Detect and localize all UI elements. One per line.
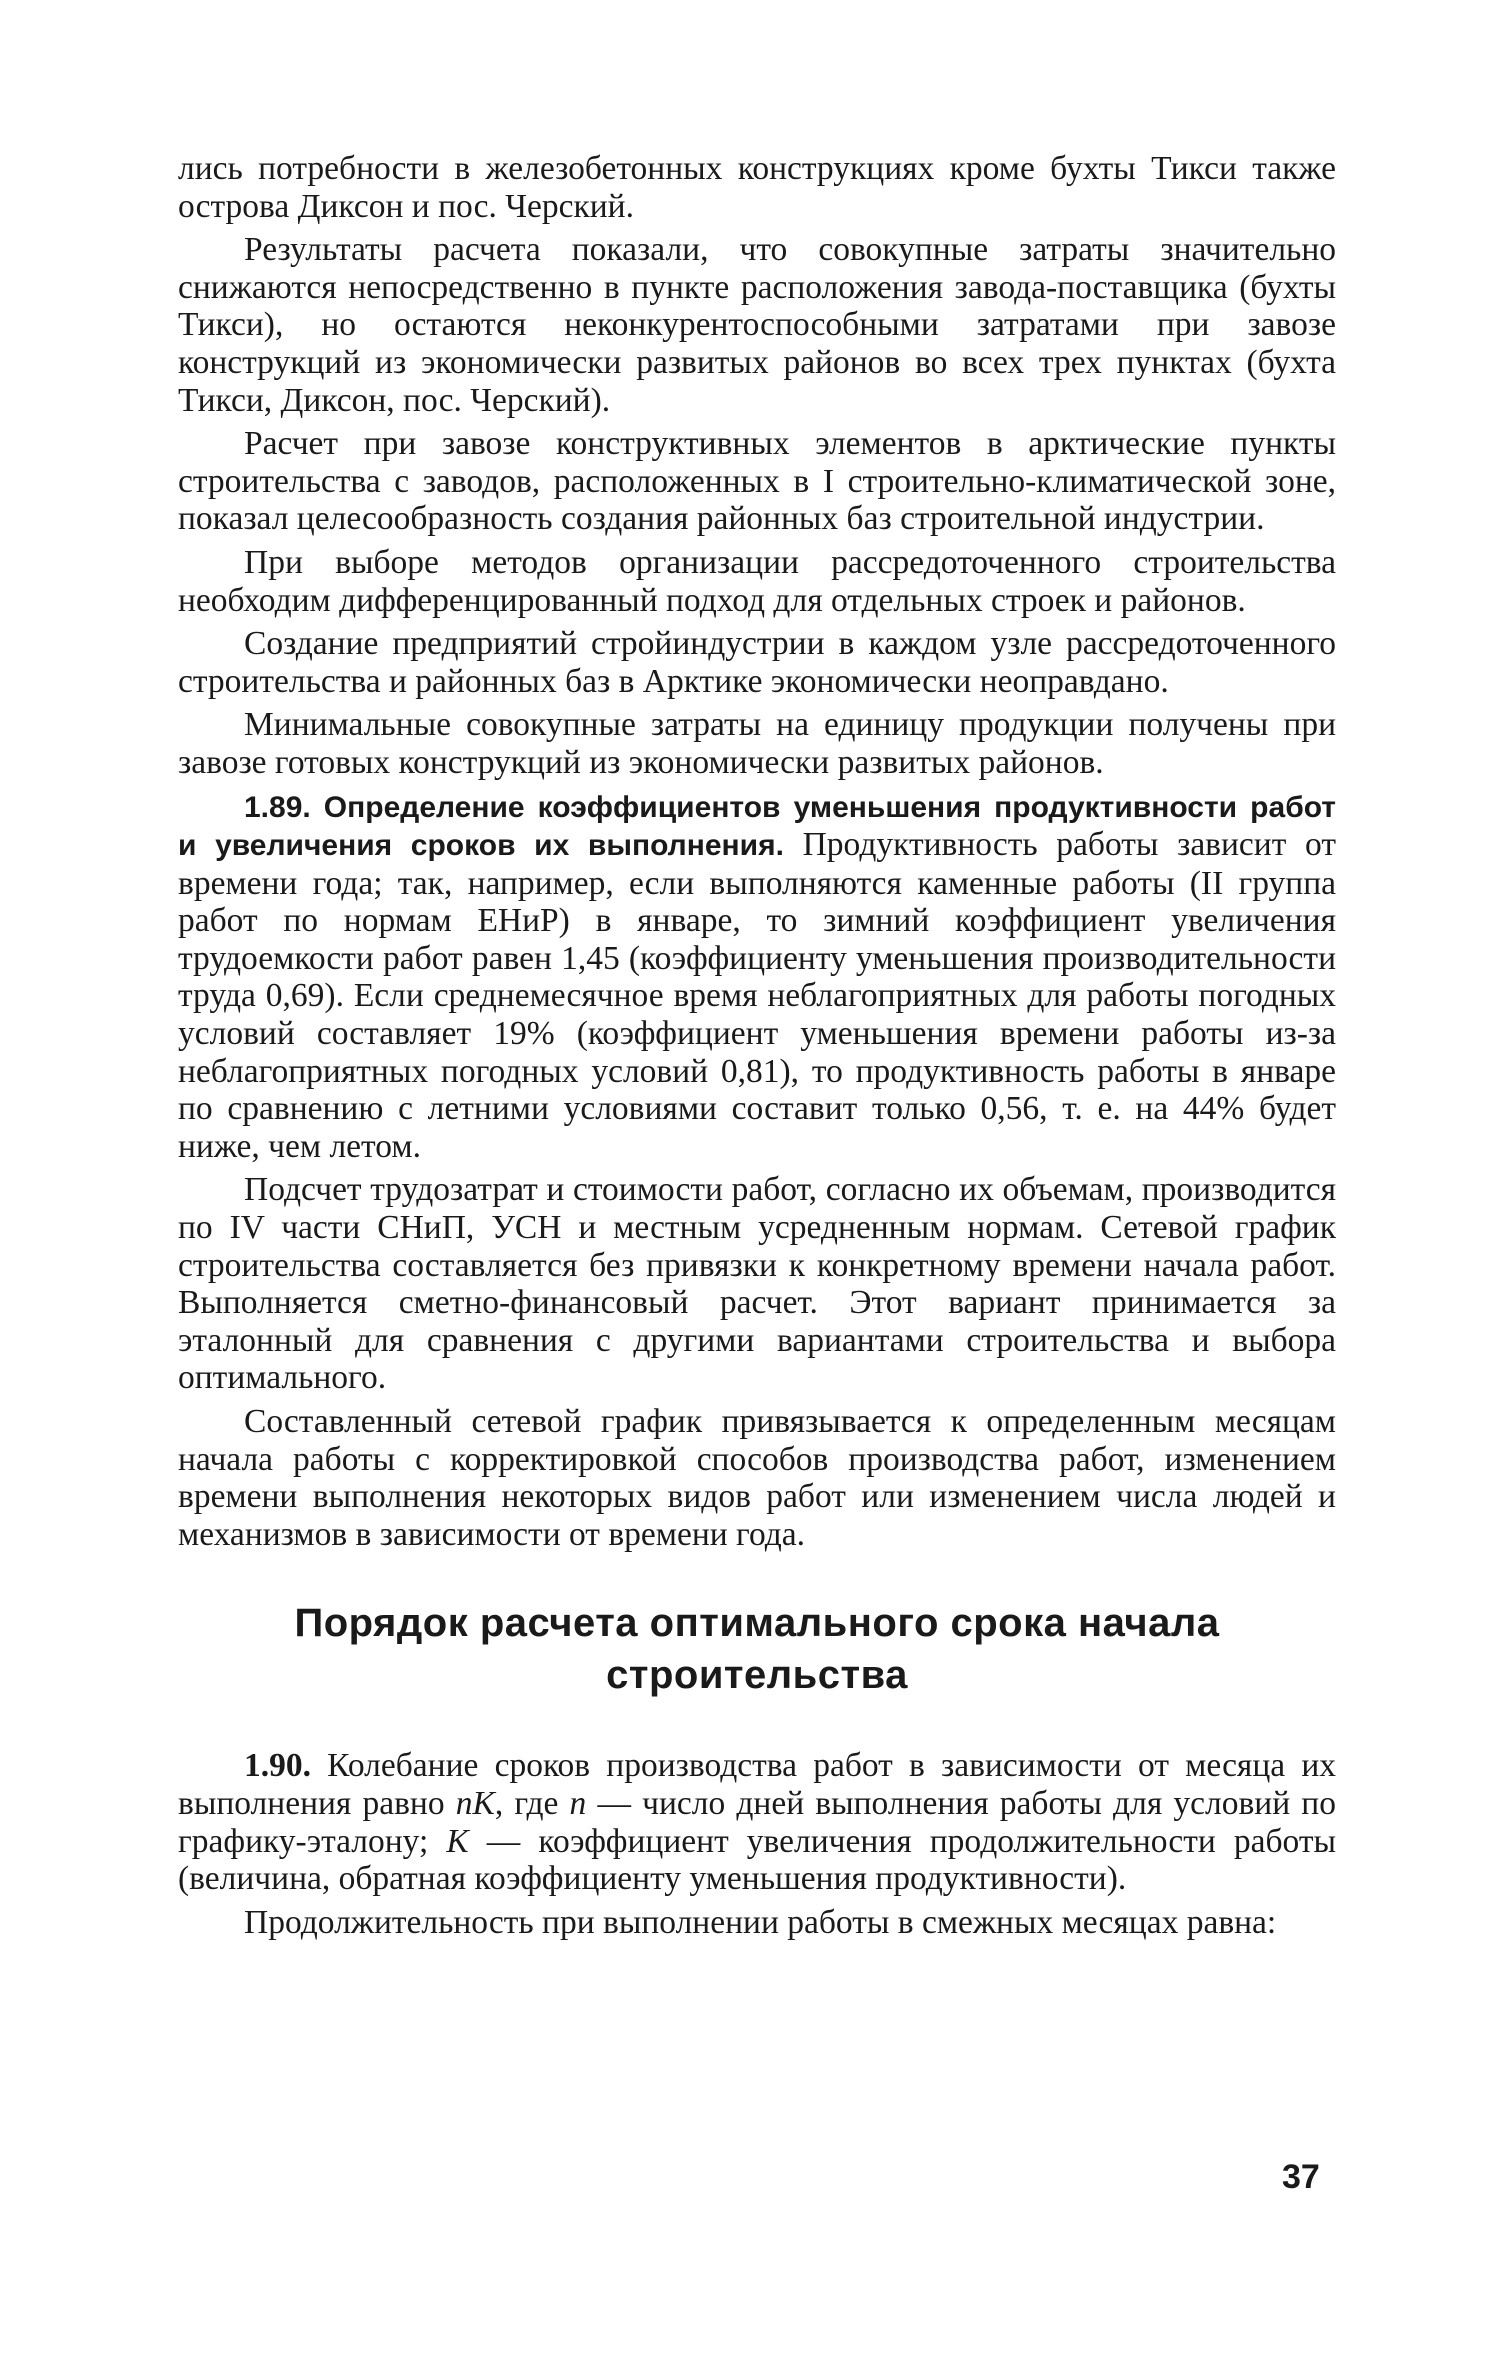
section-1-90-text-2: , где <box>494 1784 570 1822</box>
paragraph-labor-calc: Подсчет трудозатрат и стоимости работ, согласно их объемам, производится по IV части СНиП, УСН и местным усредненным нормам. Сетевой график строительства составляется без привязки к конкретному времени начала работ. Выполняется сметно-финансовый расчет. Этот вариант принимается за эталонный для сравнения с другими вариантами строительства и выбора оптимального. <box>178 1171 1336 1397</box>
section-1-90-number: 1.90. <box>244 1747 311 1785</box>
section-heading-line-2: строительства <box>606 1653 908 1698</box>
section-1-90-text-1: Колебание сроков производства работ в зависимости от месяца их выполнения равно <box>178 1747 1336 1822</box>
section-1-90 <box>178 1747 1336 1897</box>
paragraph-duration: Продолжительность при выполнении работы в смежных месяцах равна: <box>244 1903 1277 1941</box>
paragraph-minimal-costs: Минимальные совокупные затраты на единицу продукции получены при завозе готовых конструкций из экономически развитых районов. <box>178 706 1336 781</box>
paragraph-continuation: лись потребности в железобетонных конструкциях кроме бухты Тикси также острова Диксон и пос. Черский. <box>178 150 1336 225</box>
section-1-90-text-3: — число дней выполнения работы для условий по графику-эталону; <box>178 1784 1336 1860</box>
variable-nK: nK <box>455 1784 495 1822</box>
paragraph-results: Результаты расчета показали, что совокупные затраты значительно снижаются непосредственно в пункте расположения завода-поставщика (бухты Тикси), но остаются неконкурентоспособными затратами при завозе конструкций из экономически развитых районов во всех трех пунктах (бухта Тикси, Диксон, пос. Черский). <box>178 231 1336 419</box>
paragraph-calculation: Расчет при завозе конструктивных элементов в арктические пункты строительства с заводов, расположенных в I строительно-климатической зоне, показал целесообразность создания районных баз строительной индустрии. <box>178 425 1336 538</box>
paragraph-enterprises: Создание предприятий стройиндустрии в каждом узле рассредоточенного строительства и районных баз в Арктике экономически неоправдано. <box>178 625 1336 700</box>
variable-K: K <box>446 1822 469 1860</box>
variable-n: n <box>569 1784 587 1822</box>
section-1-89 <box>178 788 1336 1166</box>
page-number: 37 <box>1282 2158 1320 2196</box>
page-body <box>178 150 1336 1941</box>
section-1-89-title: 1.89. Определение коэффициентов уменьшения продуктивности работ и увеличения сроков их выполнения. <box>178 790 1336 863</box>
section-1-89-text: Продуктивность работы зависит от времени года; так, например, если выполняются каменные работы (II группа работ по нормам ЕНиР) в январе, то зимний коэффициент увеличения трудоемкости работ равен 1,45 (коэффициенту уменьшения производительности труда 0,69). Если среднемесячное время неблагоприятных для работы погодных условий составляет 19% (коэффициент уменьшения времени работы из-за неблагоприятных погодных условий 0,81), то продуктивность работы в январе по сравнению с летними условиями составит только 0,56, т. е. на 44% будет ниже, чем летом. <box>178 826 1336 1165</box>
section-heading <box>178 1597 1336 1701</box>
paragraph-methods: При выборе методов организации рассредоточенного строительства необходим дифференцированный подход для отдельных строек и районов. <box>178 543 1336 619</box>
section-1-90-text-4: — коэффициент увеличения продолжительности работы (величина, обратная коэффициенту уменьшения продуктивности). <box>178 1822 1336 1898</box>
section-heading-line-1: Порядок расчета оптимального срока начала <box>294 1601 1220 1646</box>
paragraph-network-schedule: Составленный сетевой график привязывается к определенным месяцам начала работы с корректировкой способов производства работ, изменением времени выполнения некоторых видов работ или изменением числа людей и механизмов в зависимости от времени года. <box>178 1403 1336 1553</box>
